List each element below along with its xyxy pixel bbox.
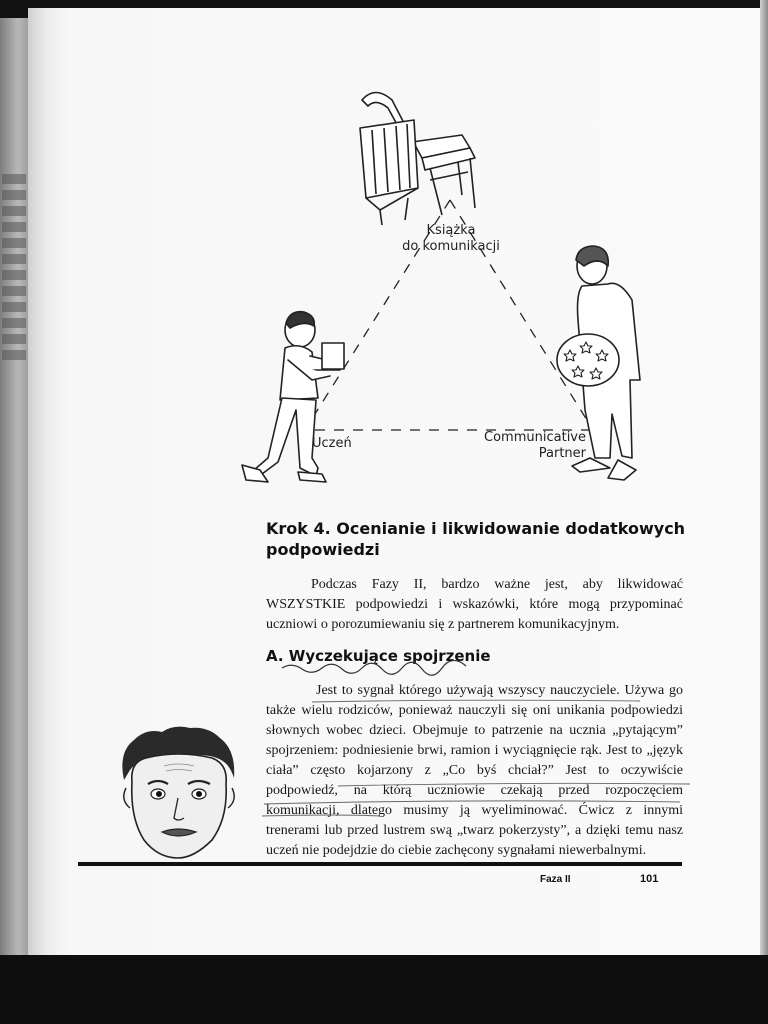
partner-label xyxy=(476,430,586,462)
communication-triangle-illustration xyxy=(200,80,680,500)
book-label-line1: Książka xyxy=(426,223,476,238)
page-number: 101 xyxy=(640,873,659,885)
partner-label-line2: Partner xyxy=(538,446,586,461)
book-label-line2: do komunikacji xyxy=(402,239,500,254)
handwritten-squiggle-underline xyxy=(280,660,470,676)
poker-face-drawing xyxy=(112,722,244,862)
previous-page-text-fragment xyxy=(0,168,30,408)
footer-rule xyxy=(78,862,682,866)
previous-page-edge xyxy=(0,18,30,958)
section-a-heading: A. Wyczekujące spojrzenie xyxy=(266,647,491,665)
student-boy-drawing xyxy=(242,312,344,482)
intro-paragraph: Podczas Fazy II, bardzo ważne jest, aby likwidować WSZYSTKIE podpowiedzi i wskazówki, które mogą przypominać uczniowi o porozumiewaniu się z partnerem komunikacyjnym. xyxy=(266,577,683,632)
section-a-paragraph: Jest to sygnał którego używają wszyscy nauczyciele. Używa go także wielu rodziców, ponieważ nauczyli się oni unikania podpowiedzi słownych wobec dzieci. Obejmuje to patrzenie na ucznia „pytającym” spojrzeniem: podniesienie brwi, ramion i wyciągnięcie rąk. Jest to „język ciała” często kojarzony z „Co byś chciał?” Jest to oczywiście podpowiedź, na którą uczniowie czekają przed rozpoczęciem komunikacji, dlatego musimy ją wyeliminować. Ćwicz z innymi trenerami lub przed lustrem swą „twarz pokerzysty”, a dzięki temu nasz uczeń nie podejdzie do ciebie zachęcony sygnałami niewerbalnymi. xyxy=(266,683,683,858)
chair-with-book-drawing xyxy=(360,93,475,226)
page-right-edge xyxy=(760,0,768,960)
communication-book-label xyxy=(386,223,516,255)
step-heading: Krok 4. Ocenianie i likwidowanie dodatkowych podpowiedzi xyxy=(266,519,686,559)
scanner-dark-border xyxy=(0,955,768,1024)
student-label: Uczeń xyxy=(312,436,352,451)
partner-label-line1: Communicative xyxy=(484,430,586,445)
footer-section-title: Faza II xyxy=(540,874,571,885)
